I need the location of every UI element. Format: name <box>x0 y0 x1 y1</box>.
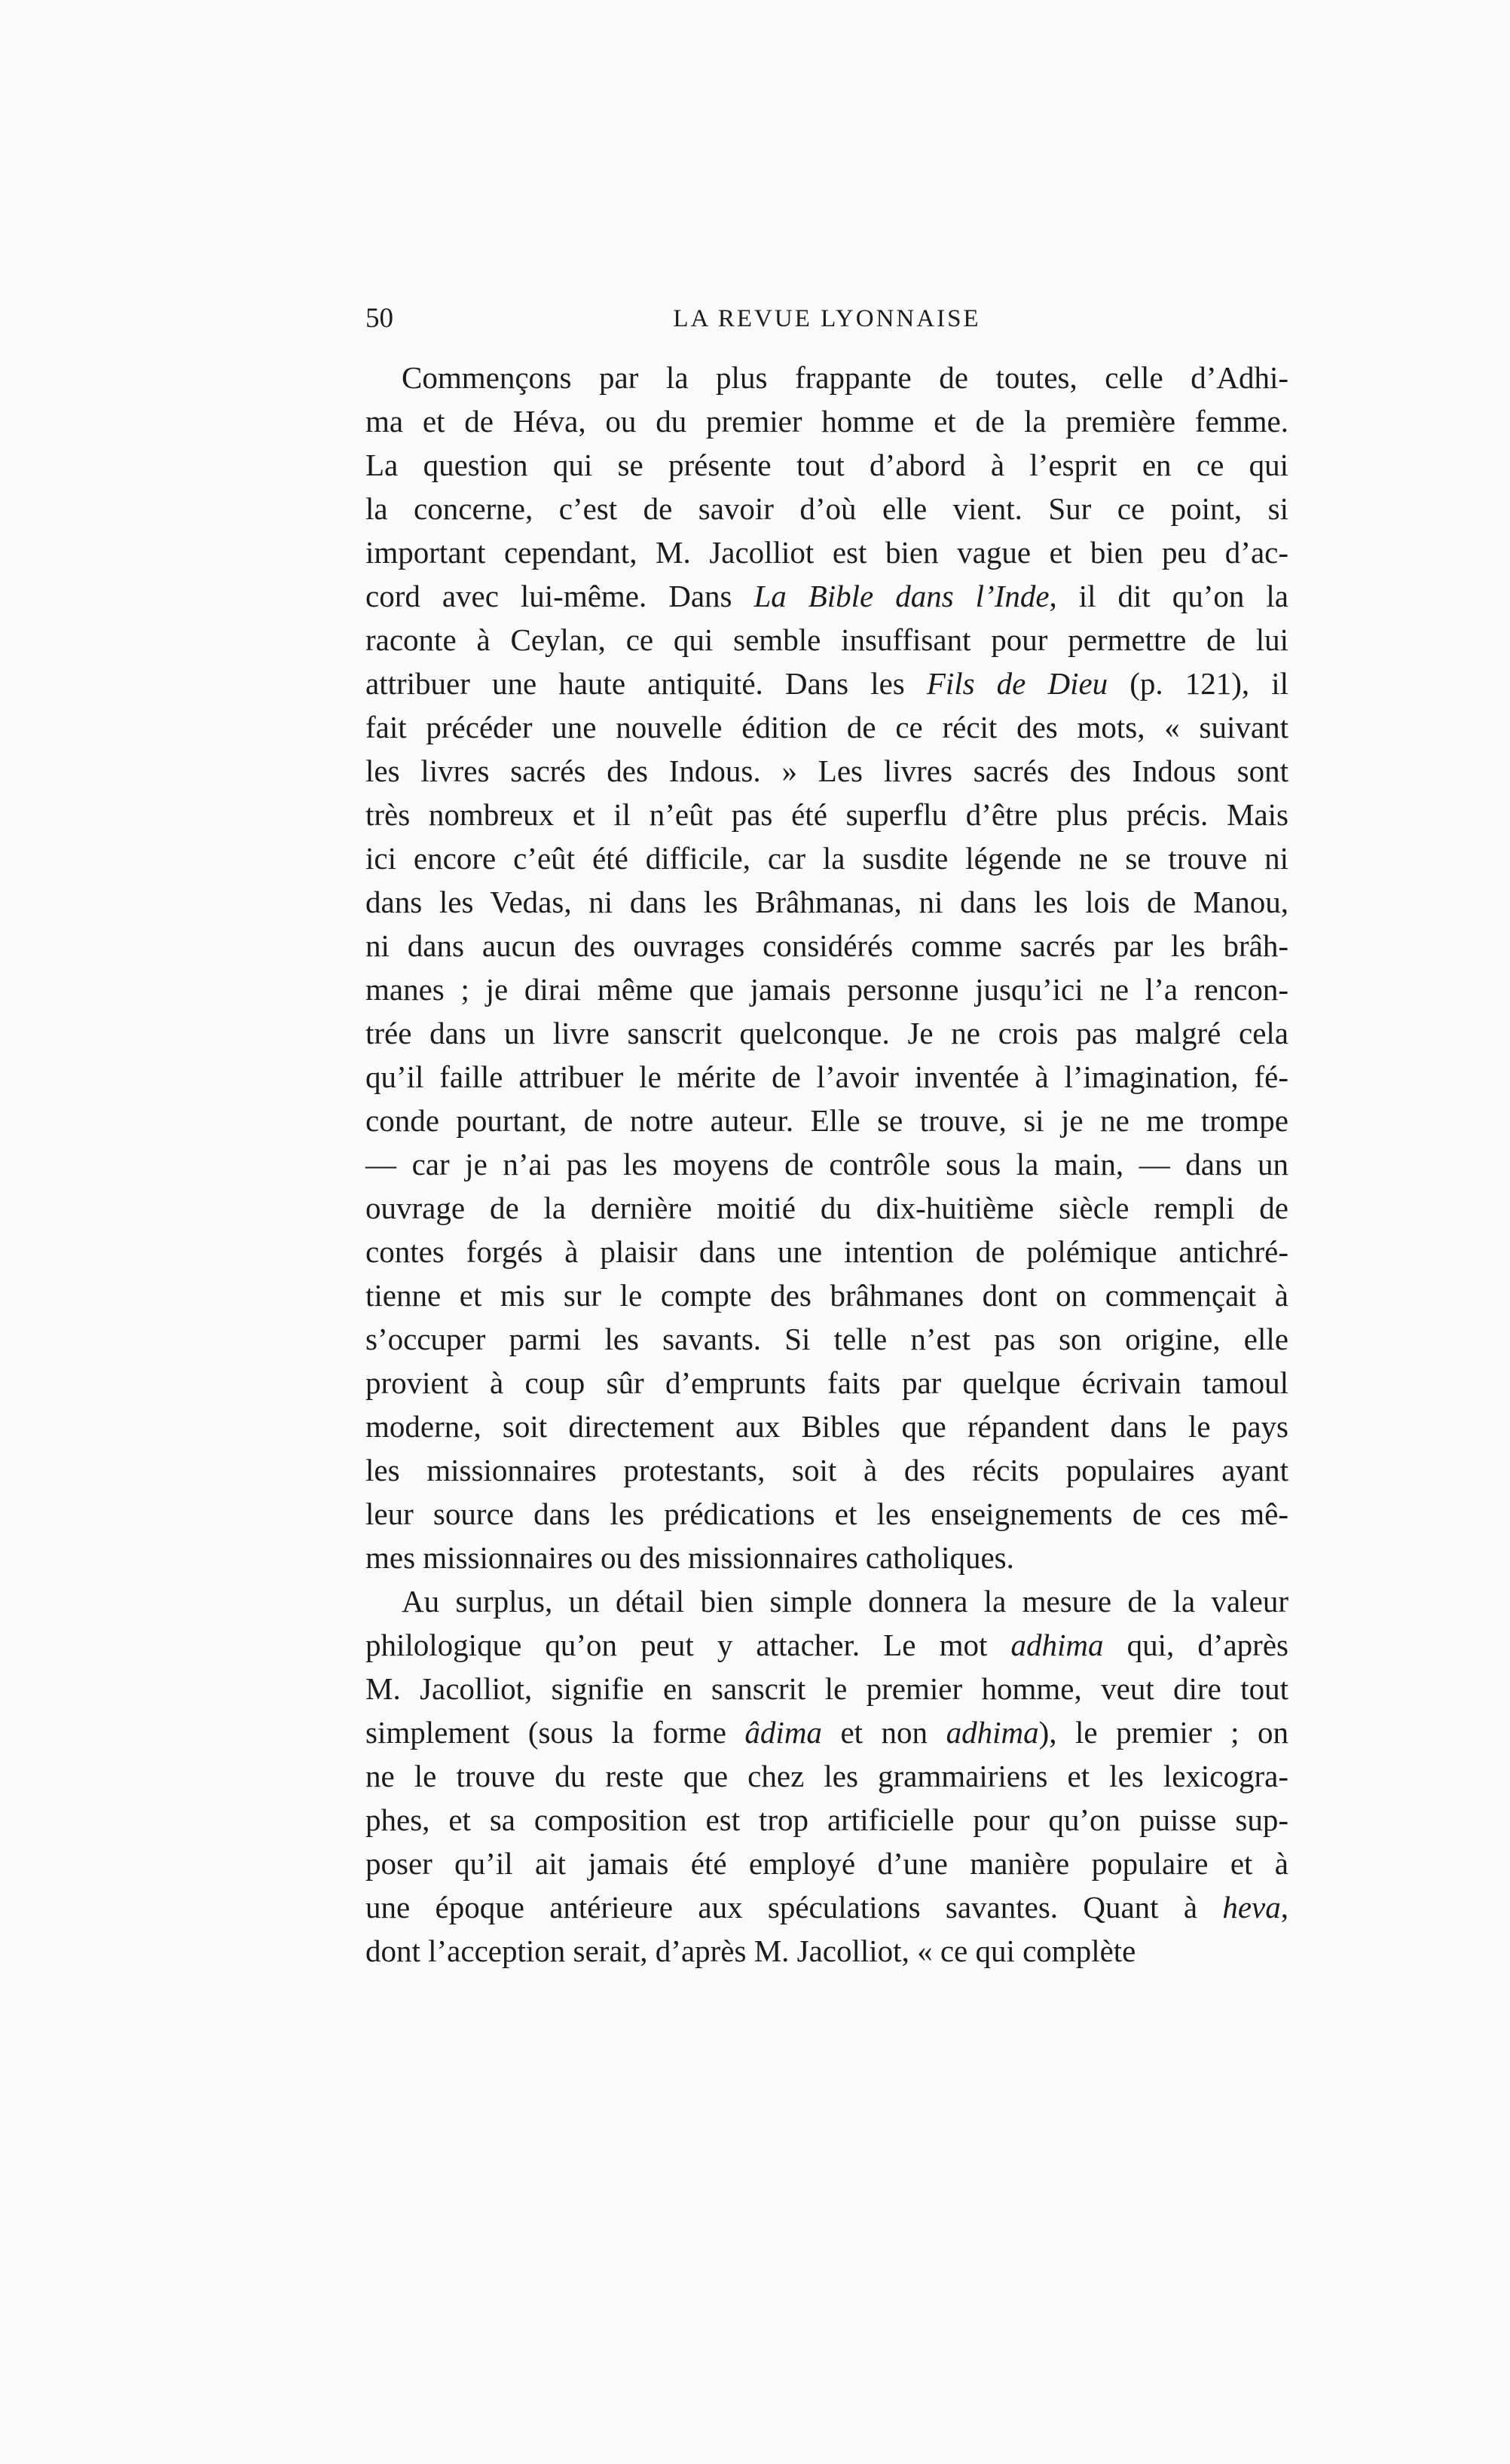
text-run: ici encore c’eût été difficile, car la susdite légende ne se trouve ni <box>365 841 1288 876</box>
text-line <box>365 1230 1288 1273</box>
text-run: important cependant, M. Jacolliot est bien vague et bien peu d’ac- <box>365 535 1288 570</box>
text-run: la concerne, c’est de savoir d’où elle vient. Sur ce point, si <box>365 491 1288 526</box>
text-run: attribuer une haute antiquité. Dans les <box>365 666 927 701</box>
text-run: , il dit qu’on la <box>1049 579 1288 613</box>
text-run: raconte à Ceylan, ce qui semble insuffisant pour permettre de lui <box>365 622 1288 657</box>
text-run: qui, d’après <box>1103 1628 1288 1662</box>
paragraph <box>365 1579 1288 1973</box>
text-line <box>365 1885 1288 1929</box>
text-run: — car je n’ai pas les moyens de contrôle sous la main, — dans un <box>365 1147 1288 1182</box>
text-line <box>365 1361 1288 1405</box>
text-line <box>365 443 1288 487</box>
text-line <box>365 1842 1288 1885</box>
text-line <box>365 749 1288 793</box>
text-line <box>365 880 1288 924</box>
text-run: ma et de Héva, ou du premier homme et de la première femme. <box>365 404 1288 439</box>
italic-title: adhima <box>946 1715 1039 1750</box>
text-run: tienne et mis sur le compte des brâhmanes dont on commençait à <box>365 1278 1288 1313</box>
text-run: les missionnaires protestants, soit à des récits populaires ayant <box>365 1453 1288 1487</box>
text-run: manes ; je dirai même que jamais personne jusqu’ici ne l’a rencon- <box>365 972 1288 1007</box>
italic-title: heva <box>1222 1890 1281 1924</box>
text-run: mes missionnaires ou des missionnaires catholiques. <box>365 1540 1014 1575</box>
text-run: ne le trouve du reste que chez les grammairiens et les lexicogra- <box>365 1759 1288 1793</box>
text-line <box>365 574 1288 618</box>
text-run: les livres sacrés des Indous. » Les livres sacrés des Indous sont <box>365 754 1288 788</box>
text-line <box>365 968 1288 1011</box>
text-line <box>365 1011 1288 1055</box>
text-run: trée dans un livre sanscrit quelconque. Je ne crois pas malgré cela <box>365 1016 1288 1050</box>
italic-title: Fils de Dieu <box>926 666 1108 701</box>
text-line <box>365 1579 1288 1623</box>
text-line <box>365 662 1288 705</box>
text-line <box>365 1405 1288 1448</box>
text-line <box>365 793 1288 836</box>
text-run: Au surplus, un détail bien simple donnera la mesure de la valeur <box>402 1584 1288 1619</box>
text-run: philologique qu’on peut y attacher. Le mot <box>365 1628 1011 1662</box>
text-line <box>365 1929 1288 1973</box>
text-line <box>365 1667 1288 1710</box>
text-run: contes forgés à plaisir dans une intention de polémique antichré- <box>365 1234 1288 1269</box>
text-run: moderne, soit directement aux Bibles que répandent dans le pays <box>365 1409 1288 1444</box>
text-run: La question qui se présente tout d’abord à l’esprit en ce qui <box>365 448 1288 482</box>
text-run: dont l’acception serait, d’après M. Jacolliot, « ce qui complète <box>365 1934 1136 1968</box>
text-run: Commençons par la plus frappante de toutes, celle d’Adhi- <box>402 360 1288 395</box>
italic-title: La Bible dans l’Inde <box>753 579 1050 613</box>
text-run: , <box>1280 1890 1288 1924</box>
text-line <box>365 399 1288 443</box>
text-run: provient à coup sûr d’emprunts faits par quelque écrivain tamoul <box>365 1365 1288 1400</box>
text-run: s’occuper parmi les savants. Si telle n’est pas son origine, elle <box>365 1322 1288 1356</box>
text-run: très nombreux et il n’eût pas été superflu d’être plus précis. Mais <box>365 797 1288 832</box>
text-line <box>365 1142 1288 1186</box>
running-title: LA REVUE LYONNAISE <box>673 305 981 332</box>
text-line <box>365 1448 1288 1492</box>
text-run: et non <box>821 1715 946 1750</box>
text-run: fait précéder une nouvelle édition de ce récit des mots, « suivant <box>365 710 1288 744</box>
text-run: conde pourtant, de notre auteur. Elle se trouve, si je ne me trompe <box>365 1103 1288 1138</box>
text-line <box>365 1798 1288 1842</box>
text-line <box>365 836 1288 880</box>
text-line <box>365 705 1288 749</box>
page-header <box>365 300 1288 338</box>
text-run: ni dans aucun des ouvrages considérés comme sacrés par les brâh- <box>365 928 1288 963</box>
text-run: phes, et sa composition est trop artificielle pour qu’on puisse sup- <box>365 1802 1288 1837</box>
text-run: dans les Vedas, ni dans les Brâhmanas, ni dans les lois de Manou, <box>365 885 1288 919</box>
text-line <box>365 1055 1288 1099</box>
italic-title: âdima <box>744 1715 822 1750</box>
text-line <box>365 1317 1288 1361</box>
text-run: qu’il faille attribuer le mérite de l’avoir inventée à l’imagination, fé- <box>365 1059 1288 1094</box>
text-run: simplement (sous la forme <box>365 1715 745 1750</box>
text-line <box>365 487 1288 530</box>
body-text <box>365 356 1288 1973</box>
text-line <box>365 924 1288 968</box>
text-run: poser qu’il ait jamais été employé d’une manière populaire et à <box>365 1846 1288 1881</box>
text-line <box>365 1710 1288 1754</box>
text-line <box>365 356 1288 399</box>
text-run: leur source dans les prédications et les enseignements de ces mê- <box>365 1496 1288 1531</box>
text-line <box>365 1186 1288 1230</box>
text-run: M. Jacolliot, signifie en sanscrit le premier homme, veut dire tout <box>365 1671 1288 1706</box>
text-run: ouvrage de la dernière moitié du dix-huitième siècle rempli de <box>365 1191 1288 1225</box>
text-line <box>365 1273 1288 1317</box>
italic-title: adhima <box>1010 1628 1104 1662</box>
text-run: (p. 121), il <box>1108 666 1288 701</box>
text-run: cord avec lui-même. Dans <box>365 579 754 613</box>
text-line <box>365 1492 1288 1536</box>
text-run: une époque antérieure aux spéculations savantes. Quant à <box>365 1890 1223 1924</box>
text-line <box>365 1623 1288 1667</box>
paragraph <box>365 356 1288 1579</box>
page-number: 50 <box>365 303 393 334</box>
text-line <box>365 1536 1288 1579</box>
text-line <box>365 530 1288 574</box>
text-line <box>365 1099 1288 1142</box>
text-run: ), le premier ; on <box>1038 1715 1288 1750</box>
text-line <box>365 1754 1288 1798</box>
text-line <box>365 618 1288 662</box>
